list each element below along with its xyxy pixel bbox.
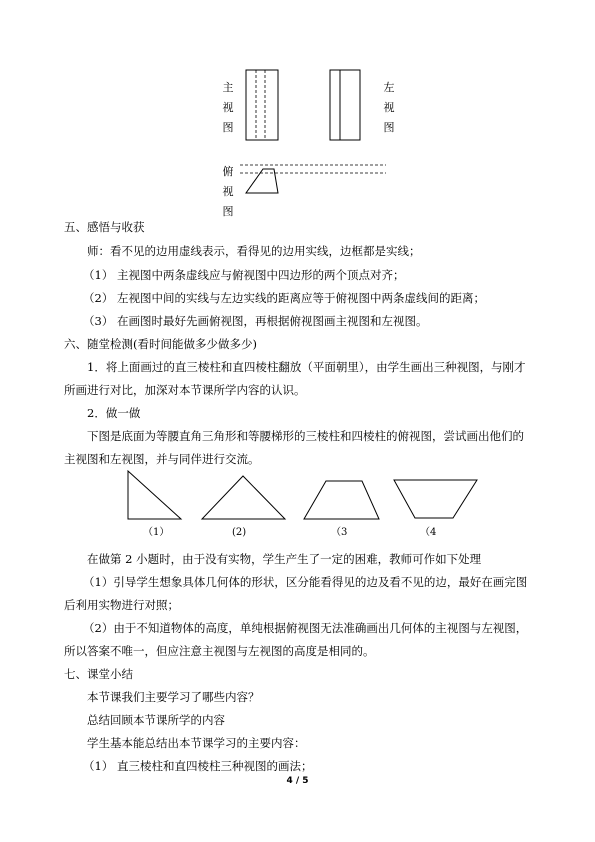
section6-sub-1: （1）引导学生想象具体几何体的形状，区分能看得见的边及看不见的边，最好在画完图 [83,575,528,589]
section6-sub-2-cont: 所以答案不唯一，但应注意主视图与左视图的高度是相同的。 [64,644,375,658]
section6-note: 在做第 2 小题时，由于没有实物，学生产生了一定的困难，教师可作如下处理 [87,552,482,566]
section5-item-1: （1） 主视图中两条虚线应与俯视图中四边形的两个顶点对齐； [83,268,405,282]
section7-question: 本节课我们主要学习了哪些内容？ [87,690,260,704]
section6-paragraph-1: 1．将上面画过的直三棱柱和直四棱柱翻放（平面朝里），由学生画出三种视图，与刚才 [87,360,526,374]
shape-2-label: (2) [232,527,247,538]
section7-review: 总结回顾本节课所学的内容 [87,713,225,727]
section6-paragraph-2: 2．做一做 [87,406,141,420]
shape-2-isosceles-triangle [202,476,285,519]
section7-summary: 学生基本能总结出本节课学习的主要内容： [87,736,306,750]
front-view-rect [246,70,278,140]
section6-sub-2: （2）由于不知道物体的高度，单纯根据俯视图无法准确画出几何体的主视图与左视图， [83,621,528,635]
shape-4-label: （4 [420,527,437,538]
section6-heading: 六、随堂检测(看时间能做多少做多少) [64,337,257,351]
section7-heading: 七、课堂小结 [64,667,133,681]
section6-paragraph-1-cont: 所画进行对比，加深对本节课所学内容的认识。 [64,383,306,397]
left-view-rect [330,70,360,140]
section7-item-1: （1） 直三棱柱和直四棱柱三种视图的画法； [83,759,313,773]
section6-paragraph-3: 下图是底面为等腰直角三角形和等腰梯形的三棱柱和四棱柱的俯视图，尝试画出他们的 [87,429,524,443]
section6-sub-1-cont: 后利用实物进行对照； [64,598,179,612]
shape-1-label: （1） [143,527,170,538]
top-view-label: 俯 视 图 [222,165,234,218]
shape-1-right-triangle [128,471,181,519]
section5-item-3: （3） 在画图时最好先画俯视图，再根据俯视图画主视图和左视图。 [83,314,428,328]
shape-4-inverted-trapezoid [394,480,477,518]
section5-teacher-line: 师：看不见的边用虚线表示，看得见的边用实线，边框都是实线； [87,244,421,258]
page-number: 4 / 5 [286,776,309,786]
section6-paragraph-3-cont: 主视图和左视图，并与同伴进行交流。 [64,452,260,466]
section5-heading: 五、感悟与收获 [64,220,145,234]
shape-3-label: （3 [331,527,348,538]
front-view-label: 主 视 图 [222,81,234,134]
left-view-label: 左 视 图 [383,81,395,134]
section5-item-2: （2） 左视图中间的实线与左边实线的距离应等于俯视图中两条虚线间的距离； [83,291,485,305]
shape-3-trapezoid [304,481,379,519]
